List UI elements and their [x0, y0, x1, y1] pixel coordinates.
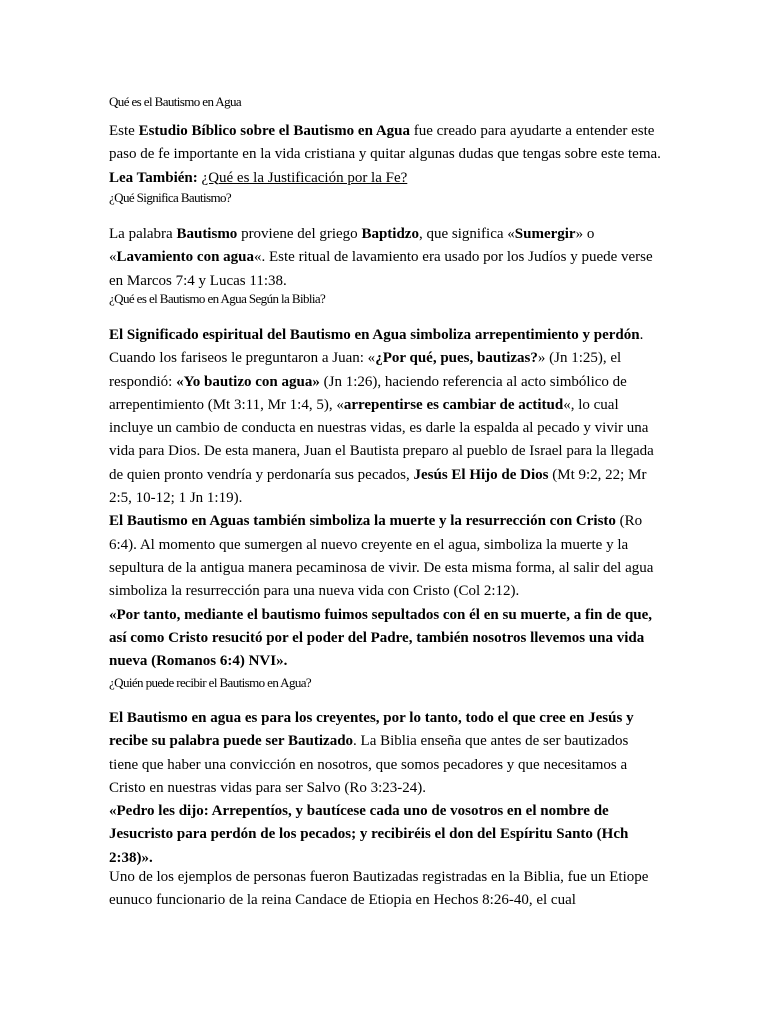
text: » (Jn 1:25), el respondió:: [109, 350, 622, 390]
justificacion-link[interactable]: ¿Qué es la Justificación por la Fe?: [201, 169, 408, 186]
bold-text: arrepentirse es cambiar de actitud: [343, 396, 564, 413]
text: » o «: [109, 226, 595, 266]
paragraph-intro: [109, 120, 661, 190]
bold-text: Bautismo: [176, 226, 238, 242]
heading-quien-puede-recibir: ¿Quién puede recibir el Bautismo en Agua?: [109, 675, 312, 690]
bold-text: Lea También:: [109, 169, 198, 186]
bold-text: El Significado espiritual del Bautismo en Agua simboliza arrepentimiento y perdón: [109, 327, 640, 343]
paragraph-significado-espiritual: [109, 324, 661, 673]
heading-segun-la-biblia: ¿Qué es el Bautismo en Agua Según la Biblia?: [109, 291, 326, 306]
bold-text: El Bautismo en Aguas también simboliza la muerte y la resurrección con Cristo: [109, 513, 616, 530]
bold-text: ¿Por qué, pues, bautizas?: [375, 350, 538, 367]
bold-text: Estudio Bíblico sobre el Bautismo en Agua: [138, 123, 411, 139]
text: fue creado para ayudarte a entender este paso de fe importante en la vida cristiana y quitar algunas dudas que tengas sobre este tema.: [109, 123, 661, 163]
paragraph-significado-palabra: [109, 223, 661, 293]
text: (Mt 9:2, 22; Mr 2:5, 10-12; 1 Jn 1:19).: [109, 466, 647, 507]
bold-text: Lavamiento con agua: [116, 249, 255, 266]
bible-quote: «Pedro les dijo: Arrepentíos, y bautícese cada uno de vosotros en el nombre de Jesucristo para perdón de los pecados; y recibiréis el don del Espíritu Santo (Hch 2:38)».: [109, 803, 629, 866]
text: . La Biblia enseña que antes de ser bautizados tiene que haber una convicción en nosotros, que somos pecadores y que necesitamos a Cristo en nuestras vidas para ser Salvo (Ro 3:23-24).: [109, 733, 629, 796]
text: La palabra: [109, 226, 177, 242]
text: proviene del griego: [237, 226, 362, 242]
text: Uno de los ejemplos de personas fueron Bautizadas registradas en la Biblia, fue un Etiope eunuco funcionario de la reina Candace de Etiopia en Hechos 8:26-40, el cual: [109, 869, 649, 909]
text: (Jn 1:26), haciendo referencia al acto simbólico de arrepentimiento (Mt 3:11, Mr 1:4, 5), «: [109, 373, 627, 413]
bold-text: Sumergir: [514, 226, 576, 242]
text: «. Este ritual de lavamiento era usado por los Judíos y puede verse en Marcos 7:4 y Lucas 11:38.: [109, 249, 653, 289]
heading-que-significa-bautismo: ¿Qué Significa Bautismo?: [109, 190, 232, 205]
text: «, lo cual incluye un cambio de conducta en nuestras vidas, es darle la espalda al pecado y vivir una vida para Dios. De esta manera, Juan el Bautista preparo al pueblo de Israel para la llegada de quien pronto vendría y perdonaría sus pecados,: [109, 396, 654, 483]
paragraph-ejemplo-etiope: [109, 866, 661, 913]
bold-text: Baptidzo: [361, 226, 419, 242]
bold-text: Jesús El Hijo de Dios: [413, 466, 549, 483]
text: , que significa «: [418, 226, 515, 242]
bible-quote: «Por tanto, mediante el bautismo fuimos sepultados con él en su muerte, a fin de que, así como Cristo resucitó por el poder del Padre, también nosotros llevemos una vida nueva (Romanos 6:4) NVI».: [109, 606, 653, 670]
paragraph-para-creyentes: [109, 707, 661, 870]
bold-text: «Yo bautizo con agua»: [176, 373, 320, 390]
text: (Ro 6:4). Al momento que sumergen al nuevo creyente en el agua, simboliza la muerte y la sepultura de la antigua manera pecaminosa de vivir. De esta misma forma, al salir del agua simboliza la resurrección para una nueva vida con Cristo (Col 2:12).: [109, 513, 654, 600]
text: Este: [109, 123, 139, 139]
heading-que-es-bautismo: Qué es el Bautismo en Agua: [109, 94, 242, 109]
text: . Cuando los fariseos le preguntaron a Juan: «: [109, 327, 644, 367]
bold-text: El Bautismo en agua es para los creyentes, por lo tanto, todo el que cree en Jesús y recibe su palabra puede ser Bautizado: [109, 710, 634, 750]
